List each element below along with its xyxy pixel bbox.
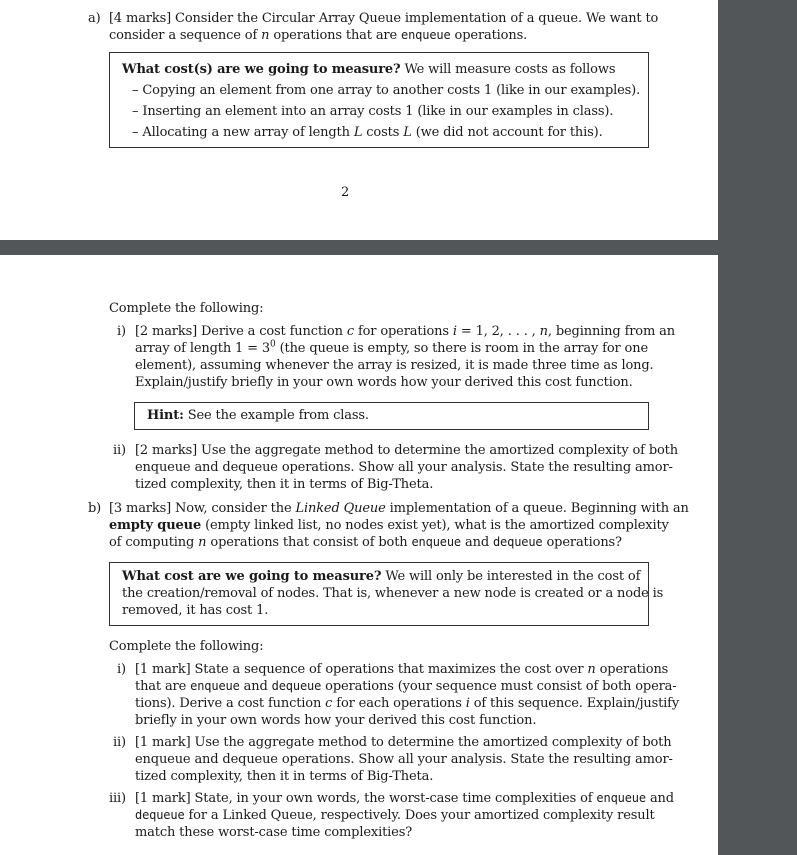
part-a-line-2: consider a sequence of n operations that are enqueue operations. xyxy=(109,28,528,43)
linked-box-line-3: removed, it has cost 1. xyxy=(122,603,269,618)
part-a-label: a) xyxy=(88,11,101,26)
b-i-label: i) xyxy=(117,662,126,677)
part-b-line-2: empty queue (empty linked list, no nodes exist yet), what is the amortized complexity xyxy=(109,518,669,533)
pdf-page-upper xyxy=(0,0,718,240)
linked-box-line-1: What cost are we going to measure? We will only be interested in the cost of xyxy=(122,569,641,584)
cost-measure-box xyxy=(109,52,649,148)
pdf-page-lower xyxy=(0,255,718,855)
hint-box xyxy=(134,402,649,430)
linked-cost-box xyxy=(109,562,664,626)
a-i-line-3: element), assuming whenever the array is resized, it is made three time as long. xyxy=(135,358,654,373)
b-i-line-2: that are enqueue and dequeue operations (your sequence must consist of both opera- xyxy=(135,679,677,694)
a-ii-label: ii) xyxy=(113,443,126,458)
cost-item-2: – Inserting an element into an array costs 1 (like in our examples in class). xyxy=(132,104,614,119)
hint-text: Hint: See the example from class. xyxy=(147,408,369,423)
b-ii-line-3: tized complexity, then it in terms of Big-Theta. xyxy=(135,769,434,784)
a-i-line-2: array of length $1 = 3^0$ (the queue is empty, so there is room in the array for one xyxy=(135,339,648,356)
a-ii-line-1: [2 marks] Use the aggregate method to determine the amortized complexity of both xyxy=(135,443,678,458)
part-b-line-3: of computing n operations that consist of both enqueue and dequeue operations? xyxy=(109,535,622,550)
cost-box-title: What cost(s) are we going to measure? We will measure costs as follows xyxy=(122,62,616,77)
cost-item-3: – Allocating a new array of length L costs L (we did not account for this). xyxy=(132,125,603,140)
b-ii-line-2: enqueue and dequeue operations. Show all your analysis. State the resulting amor- xyxy=(135,752,673,767)
a-i-line-1: [2 marks] Derive a cost function c for operations i = 1, 2, . . . , n, beginning from an xyxy=(135,324,675,339)
b-iii-label: iii) xyxy=(109,791,126,806)
part-b-line-1: [3 marks] Now, consider the Linked Queue implementation of a queue. Beginning with an xyxy=(109,501,689,516)
linked-box-line-2: the creation/removal of nodes. That is, whenever a new node is created or a node is xyxy=(122,586,664,601)
complete-heading-a: Complete the following: xyxy=(109,301,264,316)
a-ii-line-3: tized complexity, then it in terms of Big-Theta. xyxy=(135,477,434,492)
b-ii-line-1: [1 mark] Use the aggregate method to determine the amortized complexity of both xyxy=(135,735,672,750)
page-number: 2 xyxy=(341,185,350,200)
cost-item-1: – Copying an element from one array to another costs 1 (like in our examples). xyxy=(132,83,641,98)
a-i-line-4: Explain/justify briefly in your own words how your derived this cost function. xyxy=(135,375,633,390)
a-ii-line-2: enqueue and dequeue operations. Show all your analysis. State the resulting amor- xyxy=(135,460,673,475)
complete-heading-b: Complete the following: xyxy=(109,639,264,654)
b-i-line-1: [1 mark] State a sequence of operations that maximizes the cost over n operations xyxy=(135,662,669,677)
b-ii-label: ii) xyxy=(113,735,126,750)
part-b-label: b) xyxy=(88,501,102,516)
b-iii-line-1: [1 mark] State, in your own words, the worst-case time complexities of enqueue and xyxy=(135,791,674,806)
b-i-line-3: tions). Derive a cost function c for each operations i of this sequence. Explain/justify xyxy=(135,696,680,711)
part-a-line-1: [4 marks] Consider the Circular Array Queue implementation of a queue. We want to xyxy=(109,11,659,26)
b-iii-line-3: match these worst-case time complexities? xyxy=(135,825,413,840)
b-i-line-4: briefly in your own words how your derived this cost function. xyxy=(135,713,537,728)
b-iii-line-2: dequeue for a Linked Queue, respectively. Does your amortized complexity result xyxy=(135,808,655,823)
a-i-label: i) xyxy=(117,324,126,339)
